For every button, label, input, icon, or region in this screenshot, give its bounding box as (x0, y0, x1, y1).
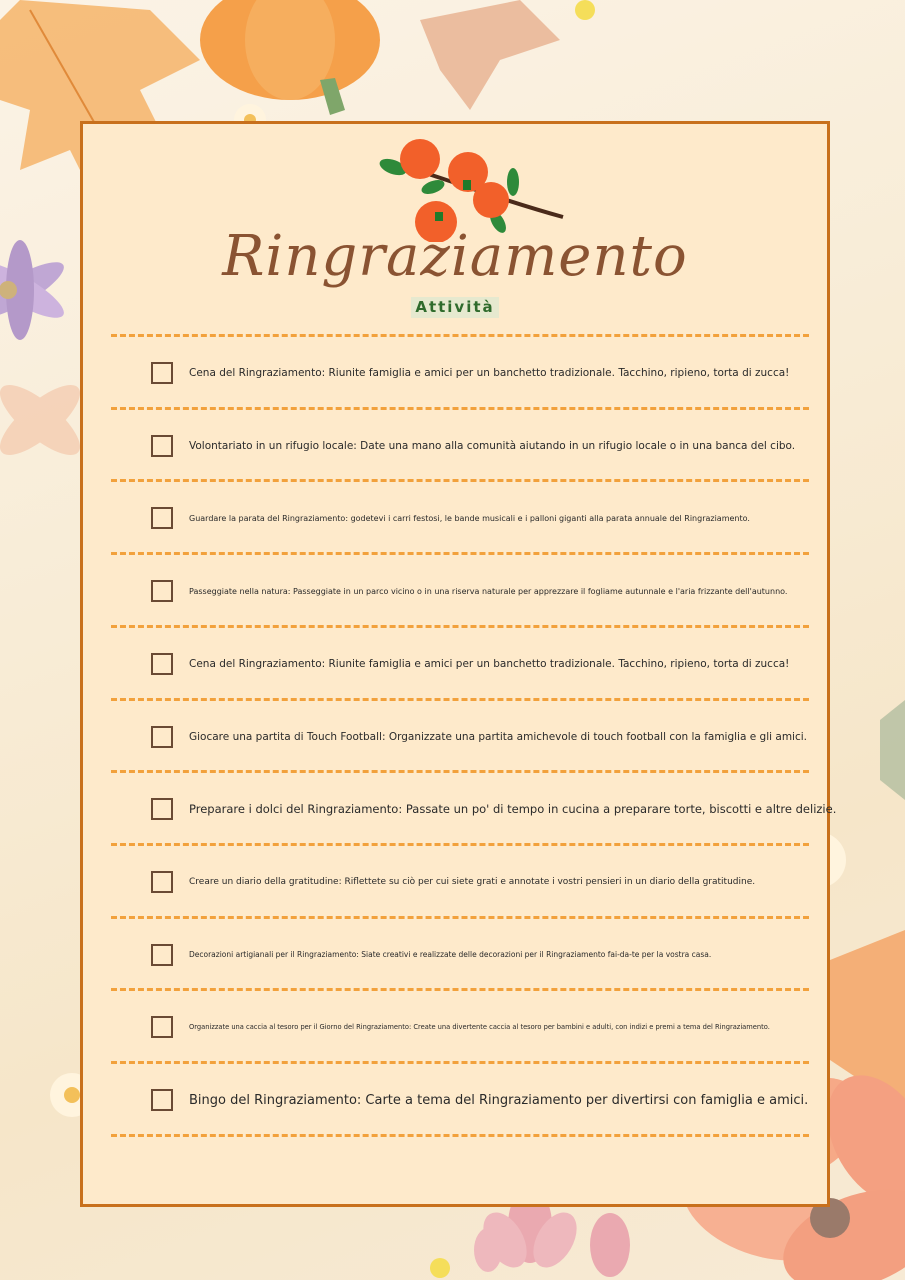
checklist-item (151, 362, 807, 384)
checklist-item (151, 507, 807, 529)
checklist-item-label: Decorazioni artigianali per il Ringraziamento: Siate creativi e realizzate delle decorazioni per il Ringraziamento fai-da-te per la vostra casa. (189, 950, 712, 960)
checklist-item-label: Guardare la parata del Ringraziamento: godetevi i carri festosi, le bande musicali e i palloni giganti alla parata annuale del Ringraziamento. (189, 513, 750, 523)
checklist-item (151, 726, 807, 748)
subtitle-badge: Attività (411, 297, 498, 318)
checkbox[interactable] (151, 580, 173, 602)
checkbox[interactable] (151, 726, 173, 748)
dashed-divider (111, 1134, 809, 1137)
dashed-divider (111, 770, 809, 773)
checkbox[interactable] (151, 507, 173, 529)
checklist-item-label: Cena del Ringraziamento: Riunite famiglia e amici per un banchetto tradizionale. Tacchino, ripieno, torta di zucca! (189, 367, 790, 379)
dashed-divider (111, 334, 809, 337)
checkbox[interactable] (151, 871, 173, 893)
checkbox[interactable] (151, 944, 173, 966)
checklist-item (151, 1016, 807, 1038)
checklist-item (151, 798, 837, 820)
dashed-divider (111, 988, 809, 991)
checklist-item (151, 653, 807, 675)
checklist-item-label: Volontariato in un rifugio locale: Date una mano alla comunità aiutando in un rifugio locale o in una banca del cibo. (189, 439, 796, 452)
checklist-item (151, 580, 807, 602)
checklist-item-label: Passeggiate nella natura: Passeggiate in un parco vicino o in una riserva naturale per apprezzare il fogliame autunnale e l'aria frizzante dell'autunno. (189, 586, 788, 596)
checkbox[interactable] (151, 435, 173, 457)
checklist-item-label: Preparare i dolci del Ringraziamento: Passate un po' di tempo in cucina a preparare torte, biscotti e altre delizie. (189, 802, 837, 817)
dashed-divider (111, 916, 809, 919)
checklist-item-label: Organizzate una caccia al tesoro per il Giorno del Ringraziamento: Create una divertente caccia al tesoro per bambini e adulti, con indizi e premi a tema del Ringraziamento. (189, 1023, 770, 1032)
page-subtitle (83, 297, 827, 318)
checkbox[interactable] (151, 362, 173, 384)
checklist-item-label: Creare un diario della gratitudine: Riflettete su ciò per cui siete grati e annotate i vostri pensieri in un diario della gratitudine. (189, 876, 756, 887)
checklist-item-label: Bingo del Ringraziamento: Carte a tema del Ringraziamento per divertirsi con famiglia e amici. (189, 1092, 809, 1108)
checkbox[interactable] (151, 1089, 173, 1111)
checklist-item (151, 1089, 807, 1111)
checklist-item-label: Cena del Ringraziamento: Riunite famiglia e amici per un banchetto tradizionale. Tacchino, ripieno, torta di zucca! (189, 657, 790, 670)
checklist-item (151, 871, 807, 893)
checklist-item (151, 944, 807, 966)
checklist-item (151, 435, 807, 457)
checkbox[interactable] (151, 798, 173, 820)
dashed-divider (111, 1061, 809, 1064)
checkbox[interactable] (151, 653, 173, 675)
dashed-divider (111, 843, 809, 846)
dashed-divider (111, 479, 809, 482)
checklist-item-label: Giocare una partita di Touch Football: Organizzate una partita amichevole di touch football con la famiglia e gli amici. (189, 730, 807, 743)
page-title: Ringraziamento (222, 224, 688, 289)
checkbox[interactable] (151, 1016, 173, 1038)
dashed-divider (111, 552, 809, 555)
dashed-divider (111, 407, 809, 410)
dashed-divider (111, 625, 809, 628)
dashed-divider (111, 698, 809, 701)
activity-sheet (80, 121, 837, 1207)
